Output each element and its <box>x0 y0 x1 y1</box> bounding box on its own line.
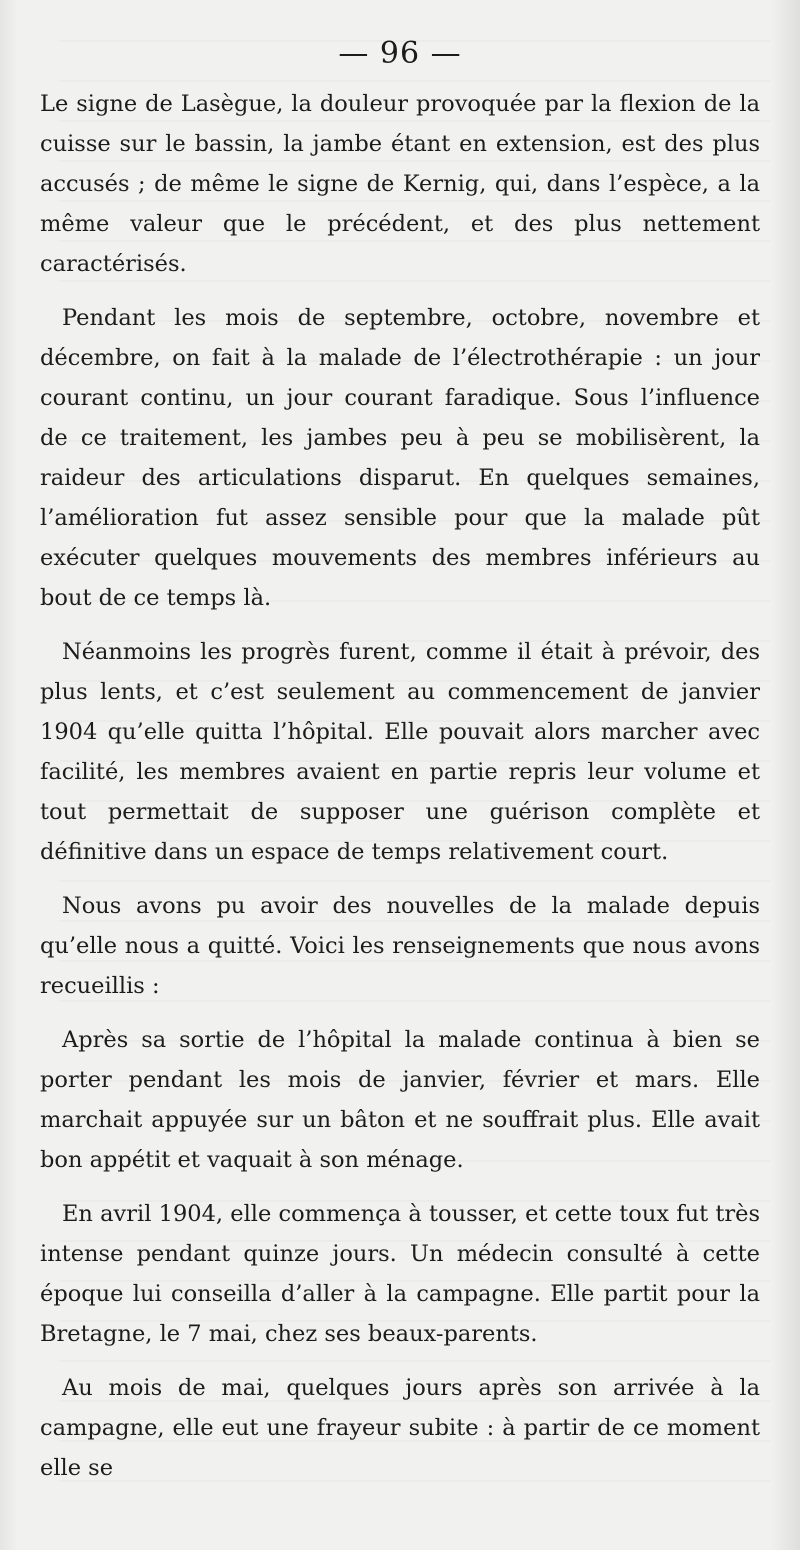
paragraph-2: Pendant les mois de septembre, octobre, novembre et décembre, on fait à la malade de l’électrothérapie : un jour courant continu, un jour courant faradique. Sous l’influence de ce traitement, les jambes peu à peu se mobilisèrent, la raideur des articulations disparut. En quelques semaines, l’amélioration fut assez sensible pour que la malade pût exécuter quelques mouvements des membres inférieurs au bout de ce temps là. <box>40 305 760 611</box>
body-text <box>40 84 760 1488</box>
paragraph-6: En avril 1904, elle commença à tousser, et cette toux fut très intense pendant quinze jours. Un médecin consulté à cette époque lui conseilla d’aller à la campagne. Elle partit pour la Bretagne, le 7 mai, chez ses beaux-parents. <box>40 1201 760 1347</box>
paragraph-4: Nous avons pu avoir des nouvelles de la malade depuis qu’elle nous a quitté. Voici les renseignements que nous avons recueillis : <box>40 893 760 999</box>
paragraph-7: Au mois de mai, quelques jours après son arrivée à la campagne, elle eut une frayeur subite : à partir de ce moment elle se <box>40 1375 760 1481</box>
paragraph-3: Néanmoins les progrès furent, comme il était à prévoir, des plus lents, et c’est seulement au commencement de janvier 1904 qu’elle quitta l’hôpital. Elle pouvait alors marcher avec facilité, les membres avaient en partie repris leur volume et tout permettait de supposer une guérison complète et définitive dans un espace de temps relativement court. <box>40 639 760 865</box>
paragraph-1: Le signe de Lasègue, la douleur provoquée par la flexion de la cuisse sur le bassin, la jambe étant en extension, est des plus accusés ; de même le signe de Kernig, qui, dans l’espèce, a la même valeur que le précédent, et des plus nettement caractérisés. <box>40 91 760 277</box>
page-number: — 96 — <box>338 36 462 71</box>
paragraph-5: Après sa sortie de l’hôpital la malade continua à bien se porter pendant les mois de janvier, février et mars. Elle marchait appuyée sur un bâton et ne souffrait plus. Elle avait bon appétit et vaquait à son ménage. <box>40 1027 760 1173</box>
